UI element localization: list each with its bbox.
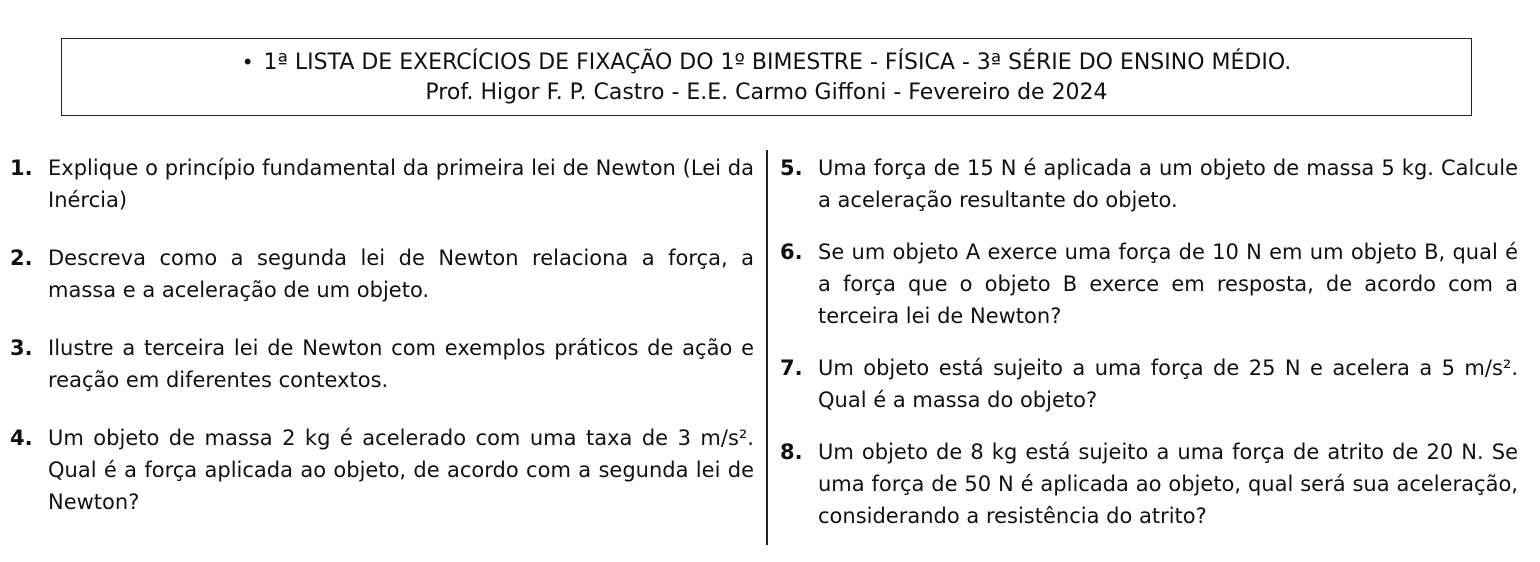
questions-right-column bbox=[780, 152, 1518, 552]
question-item bbox=[780, 352, 1518, 416]
question-number: 4. bbox=[10, 426, 33, 450]
question-text: Um objeto está sujeito a uma força de 25 N e acelera a 5 m/s². Qual é a massa do objeto? bbox=[818, 356, 1518, 412]
question-item bbox=[780, 152, 1518, 216]
header-title-text: 1ª LISTA DE EXERCÍCIOS DE FIXAÇÃO DO 1º BIMESTRE - FÍSICA - 3ª SÉRIE DO ENSINO MÉDIO. bbox=[263, 50, 1292, 75]
question-number: 3. bbox=[10, 336, 33, 360]
question-number: 1. bbox=[10, 156, 33, 180]
question-item bbox=[780, 236, 1518, 332]
question-item bbox=[10, 422, 754, 518]
questions-left-column bbox=[10, 152, 754, 544]
question-number: 5. bbox=[780, 156, 803, 180]
question-text: Ilustre a terceira lei de Newton com exemplos práticos de ação e reação em diferentes contextos. bbox=[48, 336, 754, 392]
header-title bbox=[62, 47, 1471, 78]
question-text: Se um objeto A exerce uma força de 10 N em um objeto B, qual é a força que o objeto B exerce em resposta, de acordo com a terceira lei de Newton? bbox=[818, 240, 1518, 328]
question-text: Uma força de 15 N é aplicada a um objeto de massa 5 kg. Calcule a aceleração resultante do objeto. bbox=[818, 156, 1518, 212]
question-number: 8. bbox=[780, 440, 803, 464]
question-number: 2. bbox=[10, 246, 33, 270]
question-item bbox=[10, 332, 754, 396]
header-subtitle: Prof. Higor F. P. Castro - E.E. Carmo Giffoni - Fevereiro de 2024 bbox=[425, 80, 1108, 105]
question-text: Um objeto de massa 2 kg é acelerado com uma taxa de 3 m/s². Qual é a força aplicada ao objeto, de acordo com a segunda lei de Newton? bbox=[48, 426, 754, 514]
question-item bbox=[780, 436, 1518, 532]
column-divider bbox=[766, 150, 768, 545]
header-box bbox=[61, 38, 1472, 116]
question-text: Explique o princípio fundamental da primeira lei de Newton (Lei da Inércia) bbox=[48, 156, 754, 212]
bullet-icon: • bbox=[241, 50, 254, 74]
question-item bbox=[10, 242, 754, 306]
question-number: 7. bbox=[780, 356, 803, 380]
question-item bbox=[10, 152, 754, 216]
question-text: Descreva como a segunda lei de Newton relaciona a força, a massa e a aceleração de um objeto. bbox=[48, 246, 754, 302]
question-number: 6. bbox=[780, 240, 803, 264]
question-text: Um objeto de 8 kg está sujeito a uma força de atrito de 20 N. Se uma força de 50 N é aplicada ao objeto, qual será sua aceleração, considerando a resistência do atrito? bbox=[818, 440, 1518, 528]
